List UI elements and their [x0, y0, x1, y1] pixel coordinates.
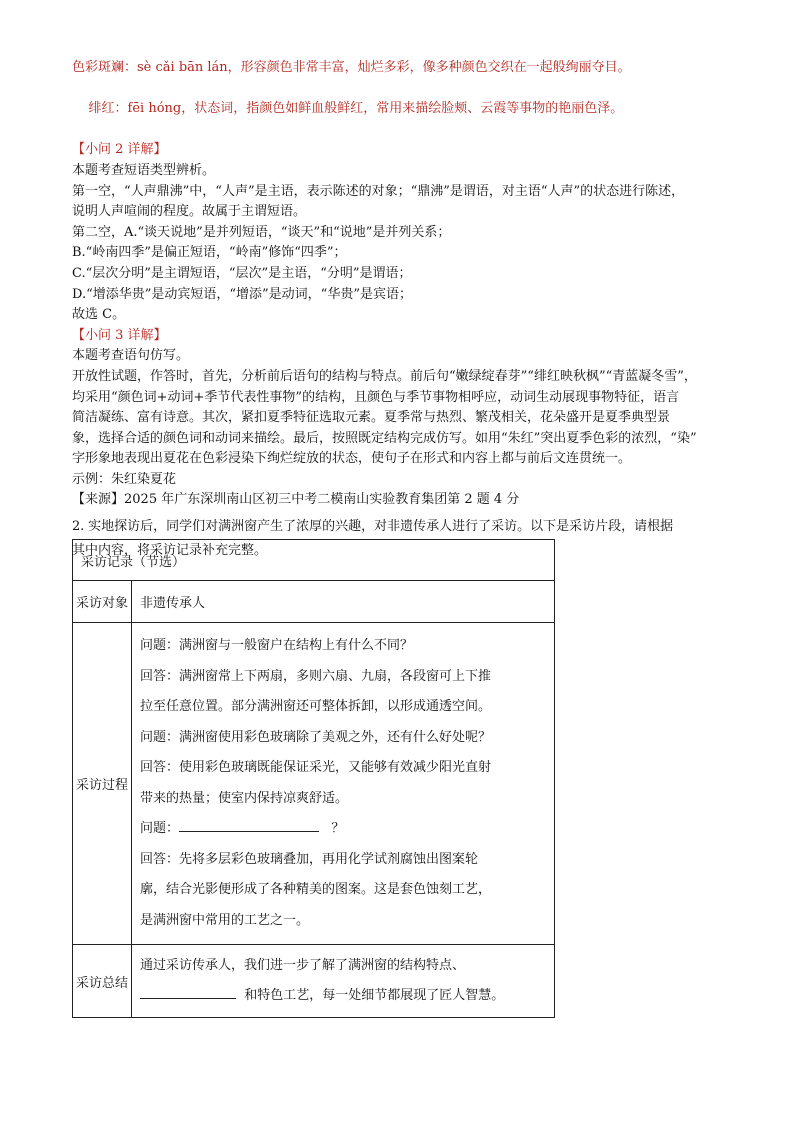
record-title: 采访记录（节选） [73, 540, 555, 581]
process-content [132, 623, 555, 945]
part2-header: 【小问 2 详解】 [72, 142, 167, 158]
process-line: 问题：满洲窗与一般窗户在结构上有什么不同？ [140, 638, 414, 653]
interview-record-table [72, 539, 555, 1018]
part3-line: 象，选择合适的颜色词和动词来描绘。最后，按照既定结构完成仿写。如用“朱红”突出夏季色彩的浓烈，“染” [72, 430, 697, 446]
blank-question-line [140, 814, 546, 845]
blank-question-prefix: 问题： [140, 821, 180, 836]
part2-line: D.“增添华贵”是动宾短语，“增添”是动词，“华贵”是宾语； [72, 286, 412, 302]
analysis-section [72, 58, 732, 563]
source-line: 【来源】2025 年广东深圳南山区初三中考二模南山实验教育集团第 2 题 4 分 [72, 492, 520, 508]
process-line: 拉至任意位置。部分满洲窗还可整体拆卸，以形成通透空间。 [140, 699, 492, 714]
term-definition-1: 色彩斑斓：sè cǎi bān lán，形容颜色非常丰富，灿烂多彩，像多种颜色交织在一起般绚丽夺目。 [72, 60, 631, 75]
part3-line: 简洁凝练、富有诗意。其次，紧扣夏季特征选取元素。夏季常与热烈、繁茂相关，花朵盛开是夏季典型景 [72, 410, 671, 426]
question-2-line1 [72, 515, 732, 539]
question-number: 2. [72, 519, 85, 535]
summary-content [132, 945, 555, 1018]
question-2-text: 实地探访后，同学们对满洲窗产生了浓厚的兴趣，对非遗传承人进行了采访。以下是采访片段，请根据 [88, 519, 674, 535]
answer-blank-question[interactable] [179, 817, 319, 832]
process-line: 是满洲窗中常用的工艺之一。 [140, 912, 310, 928]
part2-line: B.“岭南四季”是偏正短语，“岭南”修饰“四季”； [72, 245, 347, 261]
part2-line: 故选 C。 [72, 307, 126, 323]
process-line: 问题：满洲窗使用彩色玻璃除了美观之外，还有什么好处呢？ [140, 729, 492, 745]
term-definition-2 [72, 79, 732, 141]
process-line: 廓，结合光影便形成了各种精美的图案。这是套色蚀刻工艺， [140, 882, 492, 897]
part3-header: 【小问 3 详解】 [72, 327, 167, 343]
part2-line: 说明人声喧闹的程度。故属于主谓短语。 [72, 204, 307, 220]
part3-line: 开放性试题，作答时，首先，分析前后语句的结构与特点。前后句“嫩绿绽春芽”“绯红映秋枫”“青蓝凝冬雪”， [72, 368, 697, 384]
summary-line2 [140, 981, 546, 1011]
part2-line: 第一空，“人声鼎沸”中，“人声”是主语，表示陈述的对象；“鼎沸”是谓语，对主语“人声”的状态进行陈述， [72, 183, 685, 199]
object-label: 采访对象 [73, 581, 132, 623]
process-label: 采访过程 [73, 623, 132, 945]
process-line: 回答：先将多层彩色玻璃叠加，再用化学试剂腐蚀出图案轮 [140, 851, 479, 867]
part2-line: 第二空，A.“谈天说地”是并列短语，“谈天”和“说地”是并列关系； [72, 224, 451, 240]
object-value: 非遗传承人 [132, 581, 555, 623]
term-definition-2-text: 绯红：fēi hóng，状态词，指颜色如鲜血般鲜红，常用来描绘脸颊、云霞等事物的艳丽色泽。 [88, 101, 624, 117]
process-line: 带来的热量；使室内保持凉爽舒适。 [140, 790, 349, 806]
part2-line: 本题考查短语类型辨析。 [72, 162, 216, 178]
blank-question-suffix: ？ [331, 821, 345, 836]
process-line: 回答：使用彩色玻璃既能保证采光，又能够有效减少阳光直射 [140, 760, 492, 775]
question-2-line2: 其中内容，将采访记录补充完整。 [72, 543, 268, 559]
part3-line: 字形象地表现出夏花在色彩浸染下绚烂绽放的状态，使句子在形式和内容上都与前后文连贯统一。 [72, 451, 632, 467]
process-line: 回答：满洲窗常上下两扇，多则六扇、九扇，各段窗可上下推 [140, 668, 492, 684]
answer-blank-summary[interactable] [140, 984, 236, 999]
part3-line: 本题考查语句仿写。 [72, 348, 190, 364]
summary-label: 采访总结 [73, 945, 132, 1018]
summary-line1: 通过采访传承人，我们进一步了解了满洲窗的结构特点、 [140, 958, 466, 973]
part2-line: C.“层次分明”是主谓短语，“层次”是主语，“分明”是谓语； [72, 265, 412, 281]
part3-line: 均采用“颜色词+动词+季节代表性事物”的结构，且颜色与季节事物相呼应，动词生动展现事物特征，语言 [72, 389, 680, 405]
part3-line: 示例：朱红染夏花 [72, 471, 177, 487]
summary-line2-text: 和特色工艺，每一处细节都展现了匠人智慧。 [244, 988, 505, 1003]
